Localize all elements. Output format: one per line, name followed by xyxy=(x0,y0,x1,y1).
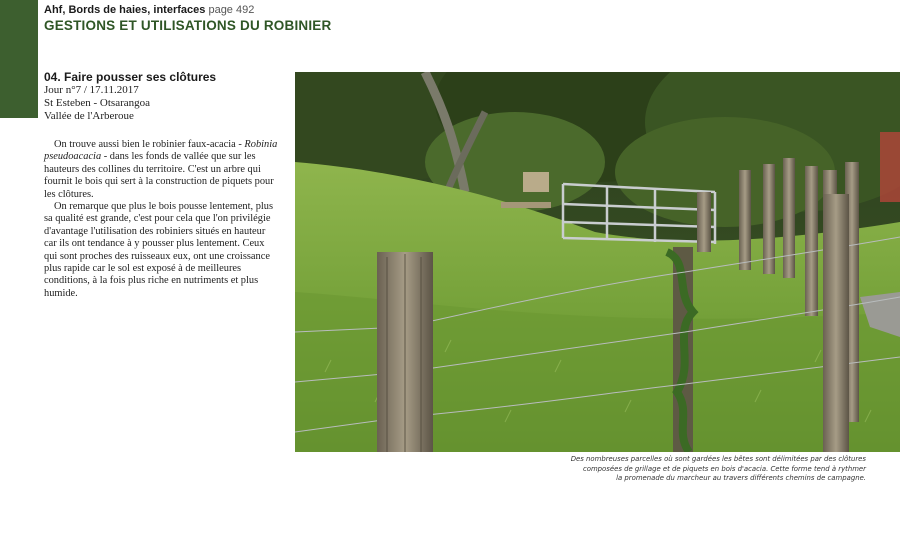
caption-line-2: composées de grillage et de piquets en bois d'acacia. Cette forme tend à rythmer xyxy=(582,464,866,473)
fence-photo-illustration xyxy=(295,72,900,452)
caption-line-1: Des nombreuses parcelles où sont gardées les bêtes sont délimitées par des clôtures xyxy=(570,455,866,463)
entry-place: St Esteben - Otsarangoa xyxy=(44,97,150,109)
paragraph-1 xyxy=(44,139,280,201)
entry-heading xyxy=(44,70,284,123)
paragraph-2: On remarque que plus le bois pousse lentement, plus sa qualité est grande, c'est pour cela que l'on privilégie d'avantage l'utilisation des robiniers situés en hauteur car ils ont tendance à y pousser plus lentement. Ceux qui sont proches des ruisseaux eux, ont une croissance plus rapide car le sol est exposé à de meilleures conditions, à la fois plus riche en nutriments et plus humide. xyxy=(44,201,274,299)
running-head xyxy=(44,4,544,16)
latin-name: Robinia pseudoacacia xyxy=(44,139,278,163)
caption-line-3: la promenade du marcheur au travers différents chemins de campagne. xyxy=(616,474,866,482)
paragraph-1-start: On trouve aussi bien le robinier faux-acacia - xyxy=(54,139,245,150)
entry-title: 04. Faire pousser ses clôtures xyxy=(44,70,217,84)
entry-day: Jour n°7 / 17.11.2017 xyxy=(44,84,139,96)
running-head-title: Ahf, Bords de haies, interfaces xyxy=(44,4,206,16)
fence-photo xyxy=(295,72,900,452)
page-header xyxy=(44,4,544,33)
section-title: GESTIONS ET UTILISATIONS DU ROBINIER xyxy=(44,18,332,33)
body-text xyxy=(44,139,280,300)
section-color-tab xyxy=(0,0,38,118)
photo-caption xyxy=(530,455,866,484)
page-number: page 492 xyxy=(208,4,255,16)
entry-valley: Vallée de l'Arberoue xyxy=(44,110,134,122)
paragraph-1-end: - dans les fonds de vallée que sur les hauteurs des collines du territoire. C'est un arbre qui fournit le bois qui sert à la construction de piquets pour les clôtures. xyxy=(44,151,274,200)
